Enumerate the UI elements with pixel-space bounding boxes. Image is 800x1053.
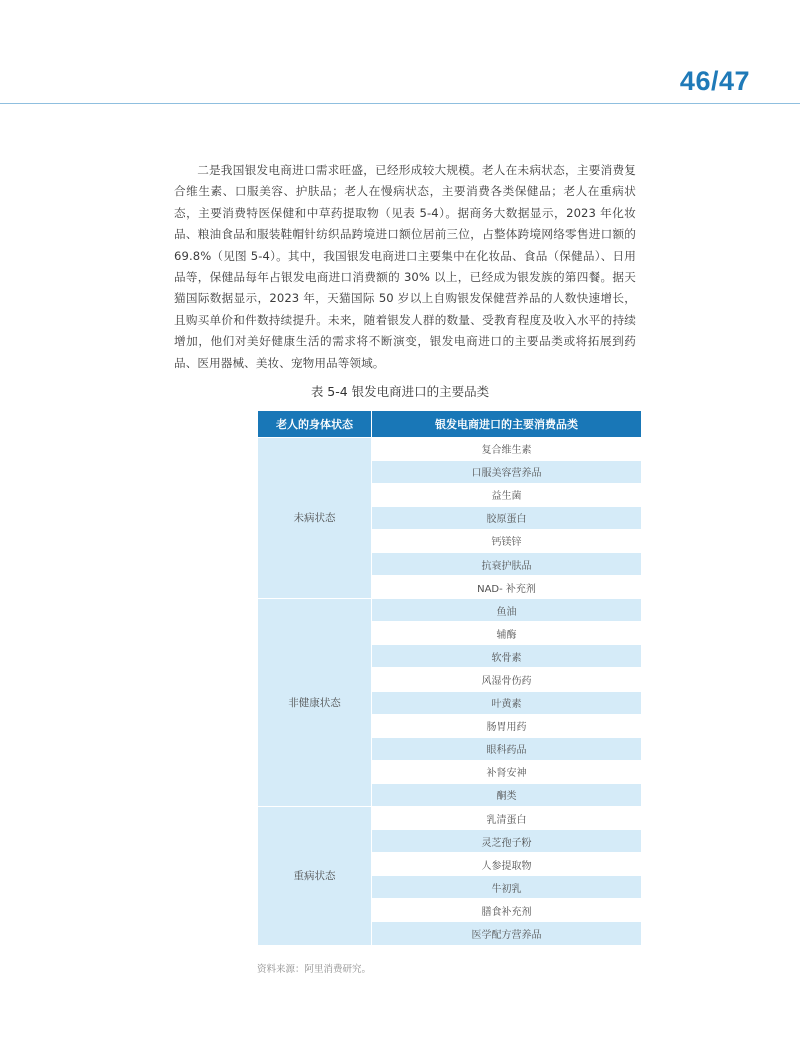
category-cell: 风湿骨伤药 [372,668,642,691]
category-cell: 口服美容营养品 [372,460,642,483]
status-cell: 非健康状态 [258,599,372,807]
page-number: 46/47 [679,66,750,96]
category-cell: 灵芝孢子粉 [372,830,642,853]
category-cell: 叶黄素 [372,691,642,714]
category-cell: 益生菌 [372,483,642,506]
category-cell: 软骨素 [372,645,642,668]
table-row [258,599,642,622]
category-cell: 膳食补充剂 [372,899,642,922]
status-cell: 未病状态 [258,437,372,599]
body-paragraph: 二是我国银发电商进口需求旺盛，已经形成较大规模。老人在未病状态，主要消费复合维生素、口服美容、护肤品；老人在慢病状态，主要消费各类保健品；老人在重病状态，主要消费特医保健和中草药提取物（见表 5-4）。据商务大数据显示，2023 年化妆品、粮油食品和服装鞋帽针纺织品跨境进口额位居前三位，占整体跨境网络零售进口额的 69.8%（见图 5-4）。其中，我国银发电商进口主要集中在化妆品、食品（保健品）、日用品等，保健品每年占银发电商进口消费额的 30% 以上，已经成为银发族的第四餐。据天猫国际数据显示，2023 年，天猫国际 50 岁以上自购银发保健营养品的人数快速增长，且购买单价和件数持续提升。未来，随着银发人群的数量、受教育程度及收入水平的持续增加，他们对美好健康生活的需求将不断演变，银发电商进口的主要品类或将拓展到药品、医用器械、美妆、宠物用品等领域。 [174,163,636,370]
category-cell: 抗衰护肤品 [372,552,642,575]
category-cell: 酮类 [372,783,642,806]
category-cell: 医学配方营养品 [372,922,642,945]
category-cell: 胶原蛋白 [372,506,642,529]
header-main-categories: 银发电商进口的主要消费品类 [372,411,642,437]
table-row [258,807,642,830]
category-cell: 肠胃用药 [372,714,642,737]
category-cell: 辅酶 [372,622,642,645]
table-body [258,437,642,945]
status-cell: 重病状态 [258,807,372,946]
category-cell: NAD- 补充剂 [372,576,642,599]
source-note: 资料来源：阿里消费研究。 [257,964,372,975]
table-header-row [258,411,642,437]
category-cell: 乳清蛋白 [372,807,642,830]
category-cell: 补肾安神 [372,760,642,783]
category-cell: 复合维生素 [372,437,642,460]
category-cell: 牛初乳 [372,876,642,899]
table-caption: 表 5-4 银发电商进口的主要品类 [310,384,490,399]
header-body-status: 老人的身体状态 [258,411,372,437]
category-cell: 眼科药品 [372,737,642,760]
category-table [257,411,642,946]
category-cell: 钙镁锌 [372,529,642,552]
table-row [258,437,642,460]
category-cell: 人参提取物 [372,853,642,876]
header-divider [0,103,800,104]
category-cell: 鱼油 [372,599,642,622]
